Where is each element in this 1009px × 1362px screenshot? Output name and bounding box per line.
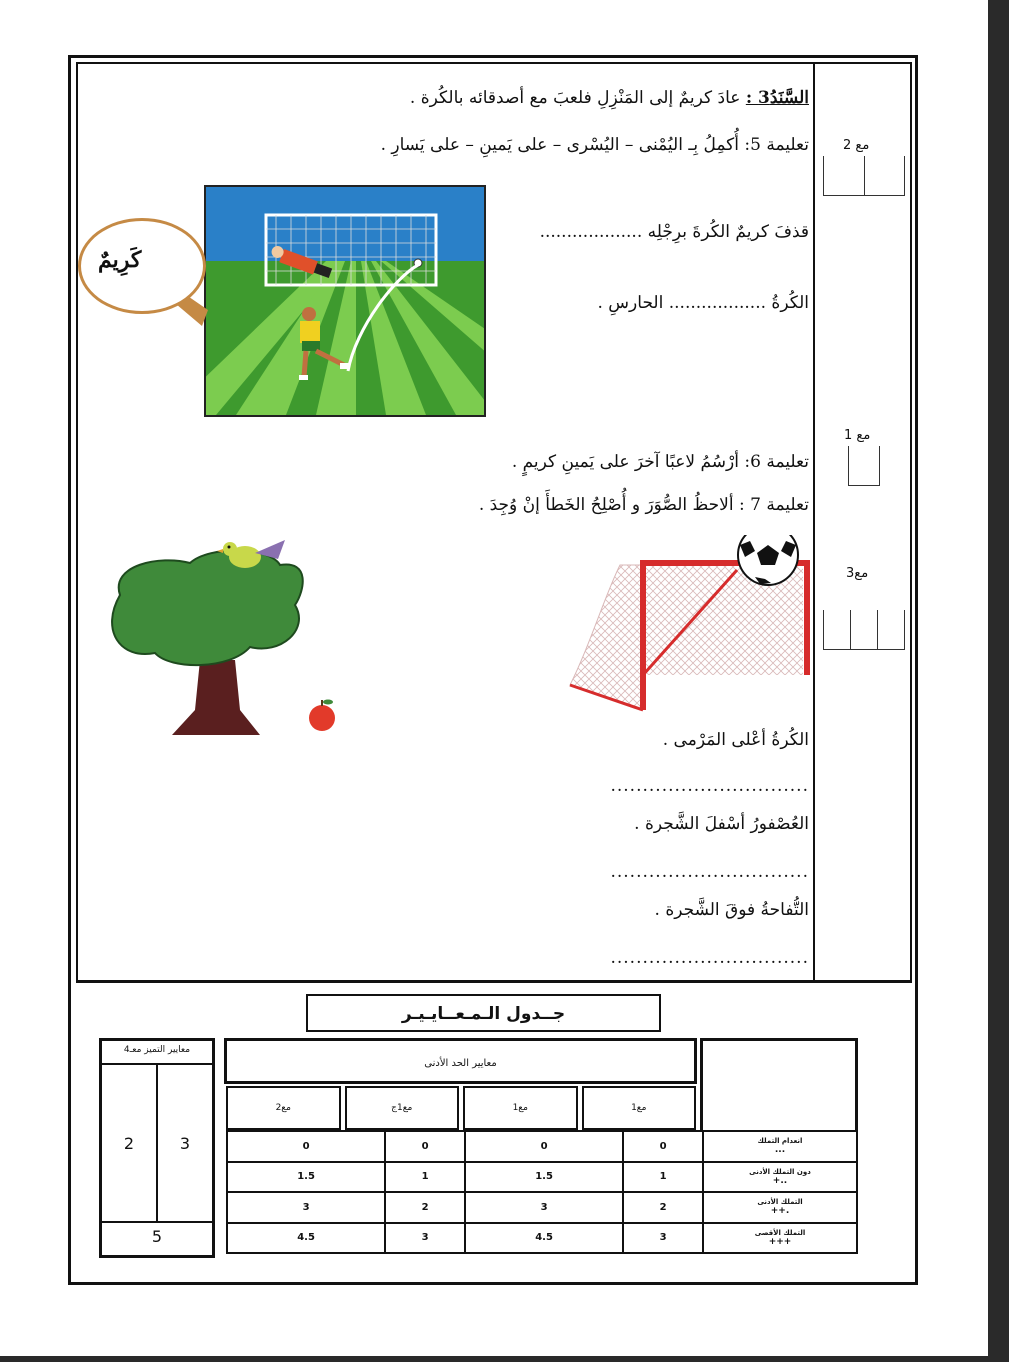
row-label-name: التملك الأدنى bbox=[757, 1198, 803, 1207]
table-cell: 4.5 bbox=[227, 1223, 385, 1254]
column-header: مع1 bbox=[463, 1086, 578, 1130]
table-cell: 0 bbox=[385, 1131, 465, 1162]
column-headers bbox=[226, 1086, 696, 1130]
football-scene-image bbox=[204, 185, 486, 417]
task7-line-3: التُّفاحةُ فوقَ الشَّجرة . bbox=[654, 900, 809, 920]
score-column-divider bbox=[813, 62, 815, 980]
soccer-ball-icon bbox=[738, 535, 798, 585]
goal-net-image bbox=[565, 535, 815, 715]
table-cell: 4.5 bbox=[465, 1223, 623, 1254]
table-row bbox=[227, 1192, 857, 1223]
table-cell: 2 bbox=[385, 1192, 465, 1223]
task5-line bbox=[381, 135, 809, 155]
task6-text: أرْسُمُ لاعبًا آخرَ على يَمينِ كريمٍ . bbox=[511, 452, 739, 472]
task7-label: تعليمة 7 : bbox=[738, 495, 809, 515]
table-cell: 2 bbox=[623, 1192, 703, 1223]
row-labels-header-box bbox=[700, 1038, 858, 1132]
excellence-header: معايير التميز معـ4 bbox=[102, 1041, 212, 1065]
task7-line bbox=[479, 495, 809, 515]
excellence-col-b: 2 bbox=[102, 1065, 158, 1221]
task7-line-1: الكُرةُ أعْلى المَرْمى . bbox=[662, 730, 809, 750]
section-divider bbox=[76, 980, 912, 983]
screen-edge bbox=[988, 0, 1009, 1362]
task7-text: ألاحظُ الصُّوَرَ و أُصْلِحُ الخَطأَ إنْ وُجِدَ . bbox=[478, 495, 734, 515]
bottom-edge bbox=[0, 1356, 988, 1362]
sentence2-lead: الكُرةُ bbox=[771, 293, 809, 313]
task7-blank-1[interactable]: ............................... bbox=[610, 776, 809, 796]
situation-line bbox=[410, 88, 809, 108]
situation-label: السَّنَدُ3 : bbox=[745, 88, 809, 108]
row-label-marks: +.. bbox=[772, 1175, 788, 1186]
row-label-name: دون التملك الأدنى bbox=[749, 1167, 811, 1176]
criteria-title-box bbox=[306, 994, 661, 1032]
task5-label: تعليمة 5: bbox=[744, 135, 809, 155]
task7-blank-3[interactable]: ............................... bbox=[610, 948, 809, 968]
minimum-criteria-header-box bbox=[224, 1038, 697, 1084]
situation-text: عادَ كريمٌ إلى المَنْزِلِ فلعبَ مع أصدقائه بالكُرة . bbox=[409, 88, 741, 108]
criteria-title: جــدول الـمـعــايـيـر bbox=[401, 1004, 566, 1024]
table-cell: 0 bbox=[623, 1131, 703, 1162]
tree-scene-image bbox=[100, 535, 370, 745]
frame-inner-top bbox=[76, 62, 912, 982]
table-cell: 1 bbox=[623, 1162, 703, 1193]
task6-label: تعليمة 6: bbox=[744, 452, 809, 472]
table-cell: 3 bbox=[623, 1223, 703, 1254]
table-cell: 3 bbox=[385, 1223, 465, 1254]
table-cell: 1 bbox=[385, 1162, 465, 1193]
task6-score-box[interactable] bbox=[848, 446, 880, 486]
row-label bbox=[703, 1192, 857, 1223]
task7-line-2: العُصْفورُ أسْفلَ الشَّجرة . bbox=[634, 814, 809, 834]
row-label-marks: ++. bbox=[770, 1206, 790, 1217]
task7-score-boxes bbox=[823, 610, 905, 650]
sentence2-blank[interactable]: .................. bbox=[668, 293, 767, 313]
excellence-col-a: 3 bbox=[179, 1133, 191, 1153]
excellence-criteria-box bbox=[99, 1038, 215, 1258]
task6-line bbox=[512, 452, 809, 472]
score-box[interactable] bbox=[878, 610, 905, 650]
task5-score-boxes bbox=[823, 156, 905, 196]
minimum-criteria-header: معايير الحد الأدنى bbox=[424, 1058, 497, 1069]
excellence-total: 5 bbox=[151, 1227, 163, 1246]
criteria-score-table bbox=[226, 1130, 858, 1254]
sentence1-blank[interactable]: ................... bbox=[539, 222, 643, 242]
apple-icon bbox=[309, 700, 335, 732]
table-row bbox=[227, 1223, 857, 1254]
row-label bbox=[703, 1131, 857, 1162]
table-row bbox=[227, 1131, 857, 1162]
table-cell: 1.5 bbox=[227, 1162, 385, 1193]
row-label bbox=[703, 1223, 857, 1254]
task7-blank-2[interactable]: ............................... bbox=[610, 862, 809, 882]
task7-score: مع3 bbox=[846, 566, 869, 581]
row-label-name: التملك الأقصى bbox=[754, 1228, 806, 1237]
row-label-name: انعدام التملك bbox=[757, 1137, 803, 1146]
score-box[interactable] bbox=[823, 610, 851, 650]
column-header: مع1ج bbox=[345, 1086, 460, 1130]
task5-sentence2 bbox=[598, 293, 810, 313]
table-cell: 1.5 bbox=[465, 1162, 623, 1193]
task5-score: مع 2 bbox=[843, 138, 870, 153]
row-label-marks: +++ bbox=[768, 1236, 792, 1247]
task5-sentence1 bbox=[540, 222, 809, 242]
sentence2-tail: الحارسِ . bbox=[597, 293, 664, 313]
bubble-name: كَرِيمٌ bbox=[98, 247, 142, 273]
column-header: مع1 bbox=[582, 1086, 697, 1130]
task5-text: أُكمِلُ بِـ اليُمْنى – اليُسْرى – على يَمينِ – على يَسارِ . bbox=[380, 135, 739, 155]
sentence1-lead: قذفَ كريمٌ الكُرةَ برِجْلِه bbox=[647, 222, 809, 242]
table-cell: 3 bbox=[227, 1192, 385, 1223]
table-row bbox=[227, 1162, 857, 1193]
table-cell: 0 bbox=[227, 1131, 385, 1162]
score-box[interactable] bbox=[823, 156, 865, 196]
task6-score: مع 1 bbox=[844, 428, 871, 443]
row-label bbox=[703, 1162, 857, 1193]
table-cell: 3 bbox=[465, 1192, 623, 1223]
column-header: مع2 bbox=[226, 1086, 341, 1130]
table-cell: 0 bbox=[465, 1131, 623, 1162]
score-box[interactable] bbox=[865, 156, 906, 196]
row-label-marks: ... bbox=[774, 1145, 786, 1156]
score-box[interactable] bbox=[851, 610, 878, 650]
